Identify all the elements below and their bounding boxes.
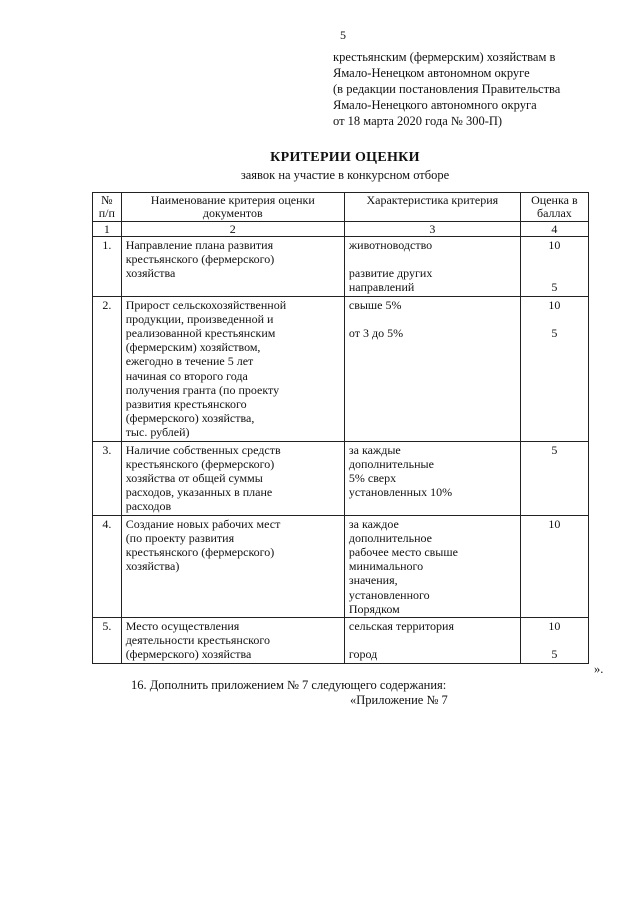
table-row [93, 441, 589, 515]
cell-line: животноводство [348, 238, 433, 252]
cell-line: Порядком [348, 601, 400, 616]
cell-line: (фермерского) хозяйства, [125, 411, 255, 426]
cell-line: хозяйства [125, 266, 176, 281]
cell-line: Наличие собственных средств [125, 442, 281, 457]
cell-line: тыс. рублей) [125, 425, 190, 440]
cell-line: Прирост сельскохозяйственной [125, 297, 287, 312]
header-score: Оценка в баллах [520, 193, 588, 222]
row-number: 3. [93, 441, 122, 515]
criterion-characteristic [344, 515, 520, 617]
criterion-characteristic [344, 618, 520, 664]
cell-line: хозяйства) [125, 559, 180, 574]
closing-quote: ». [594, 662, 604, 676]
cell-line: 5 [551, 442, 558, 457]
cell-line: 5 [551, 325, 558, 340]
table-row [93, 237, 589, 297]
header-line: от 18 марта 2020 года № 300-П) [333, 114, 503, 128]
header-line: Ямало-Ненецкого автономного округа [333, 98, 537, 112]
cell-line: реализованной крестьянским [125, 326, 276, 341]
cell-line: 10 [548, 238, 561, 252]
cell-line: 10 [548, 619, 561, 634]
row-number: 2. [93, 296, 122, 441]
row-number: 1. [93, 237, 122, 297]
criterion-score [520, 296, 588, 441]
cell-line [525, 252, 584, 266]
cell-line: развития крестьянского [125, 397, 247, 412]
document-title: КРИТЕРИИ ОЦЕНКИ [270, 150, 420, 165]
cell-line: рабочее место свыше [348, 545, 458, 560]
cell-line: значения, [348, 573, 398, 588]
header-line: крестьянским (фермерским) хозяйствам в [333, 50, 556, 64]
header-num: № п/п [93, 193, 122, 222]
cell-line: за каждые [348, 442, 401, 457]
header-name: Наименование критерия оценки документов [121, 193, 344, 222]
cell-line: (фермерского) хозяйства [125, 647, 252, 662]
cell-line [349, 312, 516, 326]
cell-line: расходов [125, 499, 172, 514]
criterion-name [121, 618, 344, 664]
cell-line: крестьянского (фермерского) [125, 545, 275, 560]
cell-line [525, 633, 584, 647]
row-number: 4. [93, 515, 122, 617]
cell-line: город [348, 647, 378, 662]
table-body [93, 237, 589, 664]
cell-line: установленного [348, 587, 430, 602]
cell-line: начиная со второго года [125, 368, 248, 383]
table-index-row [93, 222, 589, 237]
cell-line: (фермерским) хозяйством, [125, 340, 261, 355]
criterion-score [520, 237, 588, 297]
row-number: 5. [93, 618, 122, 664]
table-row [93, 618, 589, 664]
cell-line: Создание новых рабочих мест [125, 516, 281, 531]
cell-line: свыше 5% [348, 297, 402, 312]
header-characteristic: Характеристика критерия [344, 193, 520, 222]
cell-line [525, 312, 584, 326]
cell-line: сельская территория [348, 619, 454, 634]
criterion-name [121, 441, 344, 515]
table-row [93, 515, 589, 617]
header-line: (в редакции постановления Правительства [333, 82, 561, 96]
table-row [93, 296, 589, 441]
cell-line: деятельности крестьянского [125, 633, 270, 648]
cell-line: дополнительное [348, 530, 433, 545]
cell-line: установленных 10% [348, 485, 453, 500]
cell-line: продукции, произведенной и [125, 311, 274, 326]
cell-line: крестьянского (фермерского) [125, 252, 275, 267]
criterion-score [520, 618, 588, 664]
criterion-characteristic [344, 441, 520, 515]
cell-line: развитие других [348, 266, 433, 281]
cell-line: 10 [548, 297, 561, 312]
criterion-score [520, 441, 588, 515]
cell-line: 5% сверх [348, 471, 397, 486]
cell-line: (по проекту развития [125, 530, 235, 545]
header-line: Ямало-Ненецком автономном округе [333, 66, 530, 80]
cell-line: ежегодно в течение 5 лет [125, 354, 254, 369]
header-block [333, 49, 560, 129]
cell-line: хозяйства от общей суммы [125, 471, 263, 486]
cell-line: 10 [548, 516, 561, 531]
page-number: 5 [340, 28, 346, 42]
table-header-row [93, 193, 589, 222]
cell-line [525, 266, 584, 280]
index-cell: 4 [520, 222, 588, 237]
cell-line [349, 252, 516, 266]
cell-line: 5 [551, 280, 558, 295]
cell-line: от 3 до 5% [348, 325, 404, 340]
cell-line: Место осуществления [125, 619, 240, 634]
cell-line: дополнительные [348, 456, 434, 471]
criterion-name [121, 237, 344, 297]
criterion-score [520, 515, 588, 617]
document-subtitle: заявок на участие в конкурсном отборе [240, 168, 450, 182]
criterion-name [121, 515, 344, 617]
cell-line: 5 [551, 647, 558, 662]
cell-line: Направление плана развития [125, 238, 274, 252]
criterion-characteristic [344, 237, 520, 297]
index-cell: 1 [93, 222, 122, 237]
index-cell: 2 [121, 222, 344, 237]
appendix-reference: «Приложение № 7 [350, 693, 448, 707]
cell-line: крестьянского (фермерского) [125, 456, 275, 471]
cell-line: расходов, указанных в плане [125, 485, 273, 500]
criteria-table [92, 192, 589, 664]
item-16-text: 16. Дополнить приложением № 7 следующего содержания: [131, 678, 447, 692]
cell-line [349, 633, 516, 647]
index-cell: 3 [344, 222, 520, 237]
cell-line: получения гранта (по проекту [125, 382, 280, 397]
cell-line: за каждое [348, 516, 399, 531]
cell-line: минимального [348, 559, 424, 574]
criterion-name [121, 296, 344, 441]
cell-line: направлений [348, 280, 415, 295]
criterion-characteristic [344, 296, 520, 441]
